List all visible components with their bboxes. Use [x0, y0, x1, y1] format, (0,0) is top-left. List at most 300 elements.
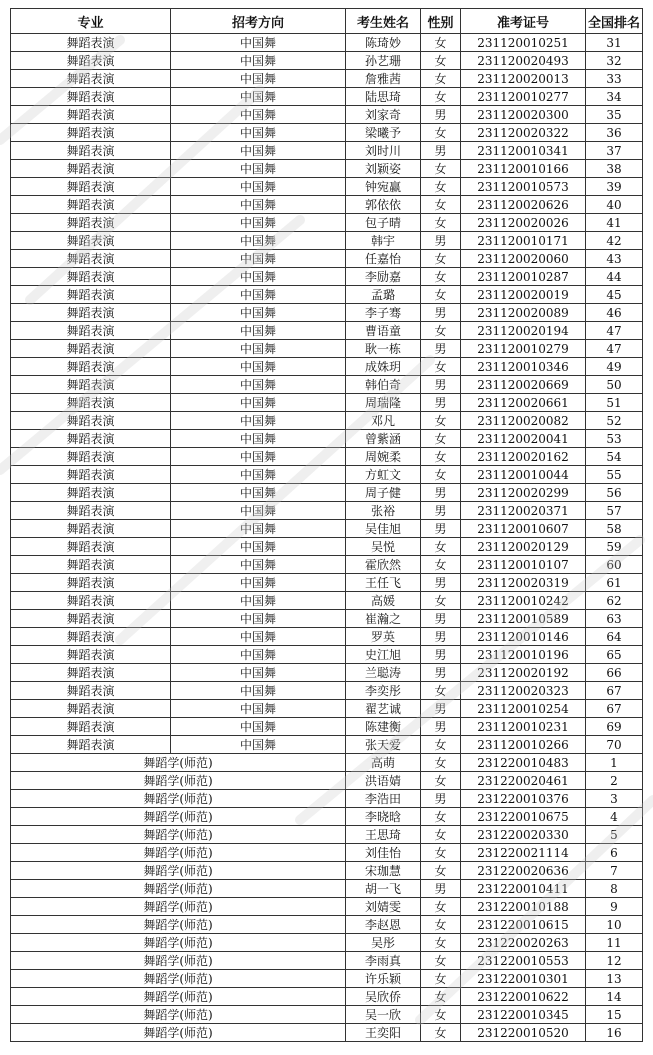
cell-rank: 13 — [586, 970, 643, 988]
cell-gender: 女 — [421, 736, 461, 754]
cell-rank: 49 — [586, 358, 643, 376]
cell-direction: 中国舞 — [171, 340, 346, 358]
cell-major: 舞蹈表演 — [11, 88, 171, 106]
cell-direction: 中国舞 — [171, 250, 346, 268]
cell-exam-id: 231220010615 — [461, 916, 586, 934]
cell-rank: 58 — [586, 520, 643, 538]
cell-name: 耿一栋 — [346, 340, 421, 358]
cell-gender: 男 — [421, 574, 461, 592]
cell-gender: 男 — [421, 304, 461, 322]
cell-rank: 42 — [586, 232, 643, 250]
cell-name: 张天爱 — [346, 736, 421, 754]
cell-exam-id: 231120010346 — [461, 358, 586, 376]
cell-direction: 中国舞 — [171, 142, 346, 160]
cell-major: 舞蹈表演 — [11, 52, 171, 70]
cell-major: 舞蹈表演 — [11, 574, 171, 592]
cell-major: 舞蹈表演 — [11, 448, 171, 466]
cell-major: 舞蹈表演 — [11, 196, 171, 214]
cell-name: 洪语婧 — [346, 772, 421, 790]
table-row — [11, 304, 643, 322]
cell-major: 舞蹈表演 — [11, 718, 171, 736]
cell-major-merged: 舞蹈学(师范) — [11, 862, 346, 880]
cell-exam-id: 231220020263 — [461, 934, 586, 952]
table-row — [11, 916, 643, 934]
cell-direction: 中国舞 — [171, 412, 346, 430]
cell-gender: 女 — [421, 826, 461, 844]
cell-major: 舞蹈表演 — [11, 502, 171, 520]
cell-rank: 15 — [586, 1006, 643, 1024]
cell-direction: 中国舞 — [171, 286, 346, 304]
cell-rank: 40 — [586, 196, 643, 214]
cell-exam-id: 231120020371 — [461, 502, 586, 520]
cell-major: 舞蹈表演 — [11, 160, 171, 178]
cell-rank: 43 — [586, 250, 643, 268]
cell-name: 周婉柔 — [346, 448, 421, 466]
table-row — [11, 376, 643, 394]
cell-gender: 女 — [421, 682, 461, 700]
cell-rank: 60 — [586, 556, 643, 574]
cell-rank: 45 — [586, 286, 643, 304]
cell-direction: 中国舞 — [171, 88, 346, 106]
cell-gender: 女 — [421, 250, 461, 268]
cell-exam-id: 231120010266 — [461, 736, 586, 754]
cell-exam-id: 231120010044 — [461, 466, 586, 484]
table-row — [11, 466, 643, 484]
cell-exam-id: 231120020162 — [461, 448, 586, 466]
cell-gender: 女 — [421, 124, 461, 142]
cell-major: 舞蹈表演 — [11, 520, 171, 538]
table-row — [11, 430, 643, 448]
cell-rank: 66 — [586, 664, 643, 682]
cell-gender: 女 — [421, 592, 461, 610]
cell-name: 史江旭 — [346, 646, 421, 664]
cell-exam-id: 231220010622 — [461, 988, 586, 1006]
cell-rank: 63 — [586, 610, 643, 628]
cell-rank: 67 — [586, 700, 643, 718]
cell-gender: 男 — [421, 646, 461, 664]
cell-gender: 女 — [421, 772, 461, 790]
cell-name: 詹雅茜 — [346, 70, 421, 88]
cell-name: 张裕 — [346, 502, 421, 520]
cell-name: 翟艺诚 — [346, 700, 421, 718]
table-row — [11, 52, 643, 70]
cell-rank: 31 — [586, 34, 643, 52]
header-exam-id: 准考证号 — [461, 9, 586, 34]
cell-exam-id: 231120010341 — [461, 142, 586, 160]
cell-rank: 4 — [586, 808, 643, 826]
cell-name: 成姝玥 — [346, 358, 421, 376]
cell-major: 舞蹈表演 — [11, 556, 171, 574]
cell-major: 舞蹈表演 — [11, 376, 171, 394]
cell-direction: 中国舞 — [171, 520, 346, 538]
cell-rank: 54 — [586, 448, 643, 466]
table-row — [11, 574, 643, 592]
table-row — [11, 736, 643, 754]
table-row — [11, 664, 643, 682]
cell-name: 刘家奇 — [346, 106, 421, 124]
cell-gender: 女 — [421, 70, 461, 88]
table-row — [11, 142, 643, 160]
cell-exam-id: 231120010279 — [461, 340, 586, 358]
table-row — [11, 448, 643, 466]
cell-exam-id: 231120010573 — [461, 178, 586, 196]
cell-gender: 女 — [421, 160, 461, 178]
cell-gender: 女 — [421, 430, 461, 448]
cell-exam-id: 231120020192 — [461, 664, 586, 682]
cell-rank: 41 — [586, 214, 643, 232]
cell-gender: 女 — [421, 196, 461, 214]
cell-rank: 44 — [586, 268, 643, 286]
table-row — [11, 106, 643, 124]
cell-name: 周子健 — [346, 484, 421, 502]
cell-exam-id: 231120010196 — [461, 646, 586, 664]
cell-direction: 中国舞 — [171, 628, 346, 646]
cell-gender: 男 — [421, 628, 461, 646]
cell-name: 刘婧雯 — [346, 898, 421, 916]
table-row — [11, 610, 643, 628]
cell-rank: 32 — [586, 52, 643, 70]
cell-gender: 女 — [421, 1024, 461, 1042]
cell-exam-id: 231120020089 — [461, 304, 586, 322]
table-row — [11, 556, 643, 574]
cell-name: 吴一欣 — [346, 1006, 421, 1024]
cell-rank: 37 — [586, 142, 643, 160]
cell-major: 舞蹈表演 — [11, 268, 171, 286]
cell-major-merged: 舞蹈学(师范) — [11, 916, 346, 934]
cell-direction: 中国舞 — [171, 610, 346, 628]
table-row — [11, 286, 643, 304]
cell-name: 刘佳怡 — [346, 844, 421, 862]
cell-name: 吴佳旭 — [346, 520, 421, 538]
cell-name: 韩宇 — [346, 232, 421, 250]
cell-major: 舞蹈表演 — [11, 250, 171, 268]
cell-name: 许乐颖 — [346, 970, 421, 988]
cell-name: 兰聪涛 — [346, 664, 421, 682]
table-row — [11, 124, 643, 142]
table-row — [11, 268, 643, 286]
cell-name: 吴悦 — [346, 538, 421, 556]
cell-gender: 女 — [421, 916, 461, 934]
cell-exam-id: 231220021114 — [461, 844, 586, 862]
cell-major-merged: 舞蹈学(师范) — [11, 754, 346, 772]
cell-major: 舞蹈表演 — [11, 628, 171, 646]
cell-major-merged: 舞蹈学(师范) — [11, 988, 346, 1006]
cell-major: 舞蹈表演 — [11, 430, 171, 448]
cell-exam-id: 231220010675 — [461, 808, 586, 826]
cell-gender: 女 — [421, 988, 461, 1006]
cell-exam-id: 231220010376 — [461, 790, 586, 808]
cell-gender: 男 — [421, 718, 461, 736]
header-name: 考生姓名 — [346, 9, 421, 34]
cell-major: 舞蹈表演 — [11, 664, 171, 682]
cell-major: 舞蹈表演 — [11, 538, 171, 556]
table-row — [11, 772, 643, 790]
cell-major-merged: 舞蹈学(师范) — [11, 934, 346, 952]
cell-direction: 中国舞 — [171, 196, 346, 214]
cell-direction: 中国舞 — [171, 214, 346, 232]
cell-exam-id: 231120020041 — [461, 430, 586, 448]
cell-name: 曹语童 — [346, 322, 421, 340]
cell-rank: 56 — [586, 484, 643, 502]
cell-gender: 女 — [421, 1006, 461, 1024]
cell-direction: 中国舞 — [171, 34, 346, 52]
cell-major: 舞蹈表演 — [11, 592, 171, 610]
cell-rank: 61 — [586, 574, 643, 592]
cell-name: 胡一飞 — [346, 880, 421, 898]
cell-exam-id: 231120020323 — [461, 682, 586, 700]
cell-major: 舞蹈表演 — [11, 340, 171, 358]
table-row — [11, 178, 643, 196]
cell-gender: 男 — [421, 142, 461, 160]
cell-rank: 39 — [586, 178, 643, 196]
cell-major: 舞蹈表演 — [11, 700, 171, 718]
cell-rank: 52 — [586, 412, 643, 430]
cell-direction: 中国舞 — [171, 52, 346, 70]
cell-name: 梁曦予 — [346, 124, 421, 142]
cell-name: 包子晴 — [346, 214, 421, 232]
table-row — [11, 34, 643, 52]
cell-exam-id: 231220010411 — [461, 880, 586, 898]
cell-exam-id: 231220010301 — [461, 970, 586, 988]
cell-exam-id: 231120020669 — [461, 376, 586, 394]
cell-name: 刘颖姿 — [346, 160, 421, 178]
cell-major-merged: 舞蹈学(师范) — [11, 772, 346, 790]
cell-direction: 中国舞 — [171, 322, 346, 340]
cell-major: 舞蹈表演 — [11, 178, 171, 196]
table-row — [11, 754, 643, 772]
cell-gender: 男 — [421, 790, 461, 808]
cell-exam-id: 231220010520 — [461, 1024, 586, 1042]
table-row — [11, 700, 643, 718]
cell-exam-id: 231120010231 — [461, 718, 586, 736]
cell-rank: 69 — [586, 718, 643, 736]
cell-direction: 中国舞 — [171, 466, 346, 484]
cell-major-merged: 舞蹈学(师范) — [11, 898, 346, 916]
cell-gender: 女 — [421, 898, 461, 916]
cell-rank: 6 — [586, 844, 643, 862]
cell-gender: 女 — [421, 34, 461, 52]
cell-rank: 70 — [586, 736, 643, 754]
cell-exam-id: 231220020636 — [461, 862, 586, 880]
cell-direction: 中国舞 — [171, 484, 346, 502]
table-row — [11, 502, 643, 520]
cell-exam-id: 231120010607 — [461, 520, 586, 538]
cell-gender: 男 — [421, 340, 461, 358]
table-body — [11, 34, 643, 1042]
table-row — [11, 718, 643, 736]
cell-name: 李励嘉 — [346, 268, 421, 286]
cell-direction: 中国舞 — [171, 646, 346, 664]
cell-major: 舞蹈表演 — [11, 214, 171, 232]
table-header-row — [11, 9, 643, 34]
cell-direction: 中国舞 — [171, 448, 346, 466]
cell-rank: 34 — [586, 88, 643, 106]
cell-direction: 中国舞 — [171, 556, 346, 574]
cell-gender: 女 — [421, 538, 461, 556]
table-row — [11, 340, 643, 358]
cell-rank: 10 — [586, 916, 643, 934]
table-row — [11, 196, 643, 214]
cell-gender: 男 — [421, 664, 461, 682]
cell-direction: 中国舞 — [171, 160, 346, 178]
table-row — [11, 970, 643, 988]
cell-rank: 57 — [586, 502, 643, 520]
cell-gender: 女 — [421, 412, 461, 430]
cell-name: 崔瀚之 — [346, 610, 421, 628]
cell-name: 吴彤 — [346, 934, 421, 952]
cell-gender: 女 — [421, 214, 461, 232]
cell-gender: 男 — [421, 700, 461, 718]
header-rank: 全国排名 — [586, 9, 643, 34]
cell-major: 舞蹈表演 — [11, 34, 171, 52]
cell-rank: 8 — [586, 880, 643, 898]
cell-name: 周瑞隆 — [346, 394, 421, 412]
cell-rank: 11 — [586, 934, 643, 952]
cell-exam-id: 231120010166 — [461, 160, 586, 178]
table-row — [11, 250, 643, 268]
cell-gender: 女 — [421, 952, 461, 970]
cell-exam-id: 231120010277 — [461, 88, 586, 106]
cell-gender: 女 — [421, 88, 461, 106]
cell-exam-id: 231120020493 — [461, 52, 586, 70]
cell-name: 罗英 — [346, 628, 421, 646]
cell-major: 舞蹈表演 — [11, 484, 171, 502]
cell-direction: 中国舞 — [171, 430, 346, 448]
cell-direction: 中国舞 — [171, 700, 346, 718]
cell-major-merged: 舞蹈学(师范) — [11, 790, 346, 808]
cell-gender: 女 — [421, 322, 461, 340]
cell-direction: 中国舞 — [171, 682, 346, 700]
cell-exam-id: 231120010146 — [461, 628, 586, 646]
cell-rank: 59 — [586, 538, 643, 556]
cell-gender: 男 — [421, 106, 461, 124]
cell-direction: 中国舞 — [171, 232, 346, 250]
cell-name: 陈建衡 — [346, 718, 421, 736]
cell-rank: 9 — [586, 898, 643, 916]
cell-exam-id: 231120020300 — [461, 106, 586, 124]
cell-exam-id: 231220010345 — [461, 1006, 586, 1024]
cell-gender: 女 — [421, 934, 461, 952]
table-row — [11, 1024, 643, 1042]
cell-gender: 女 — [421, 844, 461, 862]
cell-rank: 36 — [586, 124, 643, 142]
cell-rank: 35 — [586, 106, 643, 124]
cell-rank: 62 — [586, 592, 643, 610]
cell-exam-id: 231120020060 — [461, 250, 586, 268]
cell-name: 王奕阳 — [346, 1024, 421, 1042]
cell-major: 舞蹈表演 — [11, 394, 171, 412]
cell-rank: 55 — [586, 466, 643, 484]
table-row — [11, 394, 643, 412]
table-row — [11, 826, 643, 844]
cell-gender: 女 — [421, 862, 461, 880]
cell-direction: 中国舞 — [171, 502, 346, 520]
cell-name: 李浩田 — [346, 790, 421, 808]
cell-name: 孙艺珊 — [346, 52, 421, 70]
ranking-table-container — [10, 8, 643, 1042]
cell-major-merged: 舞蹈学(师范) — [11, 952, 346, 970]
cell-name: 高媛 — [346, 592, 421, 610]
cell-direction: 中国舞 — [171, 268, 346, 286]
cell-exam-id: 231120010254 — [461, 700, 586, 718]
cell-major: 舞蹈表演 — [11, 466, 171, 484]
cell-rank: 53 — [586, 430, 643, 448]
cell-rank: 16 — [586, 1024, 643, 1042]
cell-name: 方虹文 — [346, 466, 421, 484]
table-row — [11, 862, 643, 880]
cell-name: 李晓晗 — [346, 808, 421, 826]
cell-major-merged: 舞蹈学(师范) — [11, 880, 346, 898]
table-row — [11, 682, 643, 700]
table-row — [11, 214, 643, 232]
cell-major: 舞蹈表演 — [11, 106, 171, 124]
cell-exam-id: 231120010287 — [461, 268, 586, 286]
cell-rank: 12 — [586, 952, 643, 970]
cell-exam-id: 231120020322 — [461, 124, 586, 142]
table-row — [11, 808, 643, 826]
cell-exam-id: 231120010107 — [461, 556, 586, 574]
cell-exam-id: 231120020013 — [461, 70, 586, 88]
cell-gender: 女 — [421, 466, 461, 484]
table-row — [11, 88, 643, 106]
cell-direction: 中国舞 — [171, 124, 346, 142]
cell-direction: 中国舞 — [171, 574, 346, 592]
cell-direction: 中国舞 — [171, 70, 346, 88]
cell-gender: 女 — [421, 286, 461, 304]
cell-rank: 46 — [586, 304, 643, 322]
cell-exam-id: 231120020082 — [461, 412, 586, 430]
cell-direction: 中国舞 — [171, 736, 346, 754]
cell-exam-id: 231120020319 — [461, 574, 586, 592]
cell-exam-id: 231120020026 — [461, 214, 586, 232]
cell-gender: 女 — [421, 448, 461, 466]
table-row — [11, 70, 643, 88]
cell-gender: 男 — [421, 502, 461, 520]
cell-exam-id: 231220010188 — [461, 898, 586, 916]
cell-name: 刘时川 — [346, 142, 421, 160]
cell-exam-id: 231120020019 — [461, 286, 586, 304]
cell-gender: 女 — [421, 52, 461, 70]
cell-name: 高萌 — [346, 754, 421, 772]
cell-rank: 14 — [586, 988, 643, 1006]
cell-name: 孟璐 — [346, 286, 421, 304]
table-row — [11, 952, 643, 970]
table-row — [11, 934, 643, 952]
cell-gender: 女 — [421, 178, 461, 196]
cell-name: 韩伯奇 — [346, 376, 421, 394]
cell-rank: 7 — [586, 862, 643, 880]
cell-major-merged: 舞蹈学(师范) — [11, 1024, 346, 1042]
cell-major-merged: 舞蹈学(师范) — [11, 826, 346, 844]
cell-name: 钟宛赢 — [346, 178, 421, 196]
cell-name: 吴欣侨 — [346, 988, 421, 1006]
cell-name: 王思琦 — [346, 826, 421, 844]
cell-rank: 64 — [586, 628, 643, 646]
table-row — [11, 628, 643, 646]
table-row — [11, 646, 643, 664]
header-major: 专业 — [11, 9, 171, 34]
table-row — [11, 484, 643, 502]
cell-major: 舞蹈表演 — [11, 124, 171, 142]
cell-gender: 女 — [421, 358, 461, 376]
cell-major: 舞蹈表演 — [11, 232, 171, 250]
cell-direction: 中国舞 — [171, 592, 346, 610]
cell-exam-id: 231220020461 — [461, 772, 586, 790]
table-row — [11, 1006, 643, 1024]
cell-name: 陈琦妙 — [346, 34, 421, 52]
table-row — [11, 898, 643, 916]
cell-exam-id: 231220010483 — [461, 754, 586, 772]
